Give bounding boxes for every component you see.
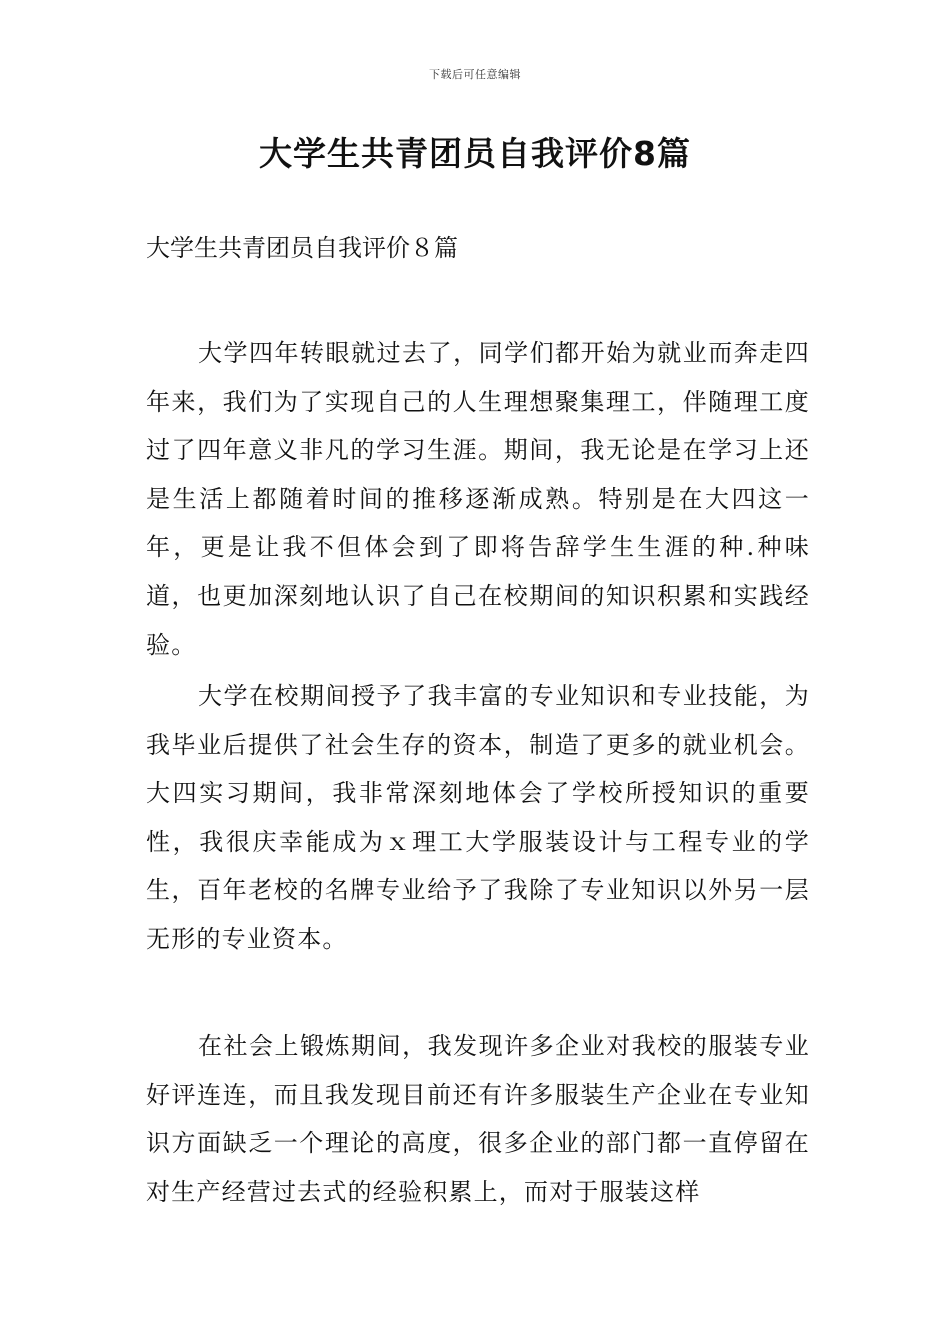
document-title: 大学生共青团员自我评价8篇 [259, 134, 691, 173]
body-paragraph-2: 大学在校期间授予了我丰富的专业知识和专业技能，为我毕业后提供了社会生存的资本，制造了更多的就业机会。大四实习期间，我非常深刻地体会了学校所授知识的重要性，我很庆幸能成为ｘ理工大学服装设计与工程专业的学生，百年老校的名牌专业给予了我除了专业知识以外另一层无形的专业资本。 [146, 682, 810, 953]
header-note: 下载后可任意编辑 [429, 68, 521, 81]
document-subtitle: 大学生共青团员自我评价８篇 [146, 234, 458, 262]
body-paragraph-1: 大学四年转眼就过去了，同学们都开始为就业而奔走四年来，我们为了实现自己的人生理想聚集理工，伴随理工度过了四年意义非凡的学习生涯。期间，我无论是在学习上还是生活上都随着时间的推移逐渐成熟。特别是在大四这一年，更是让我不但体会到了即将告辞学生生涯的种.种味道，也更加深刻地认识了自己在校期间的知识积累和实践经验。 [146, 339, 810, 659]
body-paragraph-3: 在社会上锻炼期间，我发现许多企业对我校的服装专业好评连连，而且我发现目前还有许多服装生产企业在专业知识方面缺乏一个理论的高度，很多企业的部门都一直停留在对生产经营过去式的经验积累上，而对于服装这样 [146, 1032, 810, 1206]
